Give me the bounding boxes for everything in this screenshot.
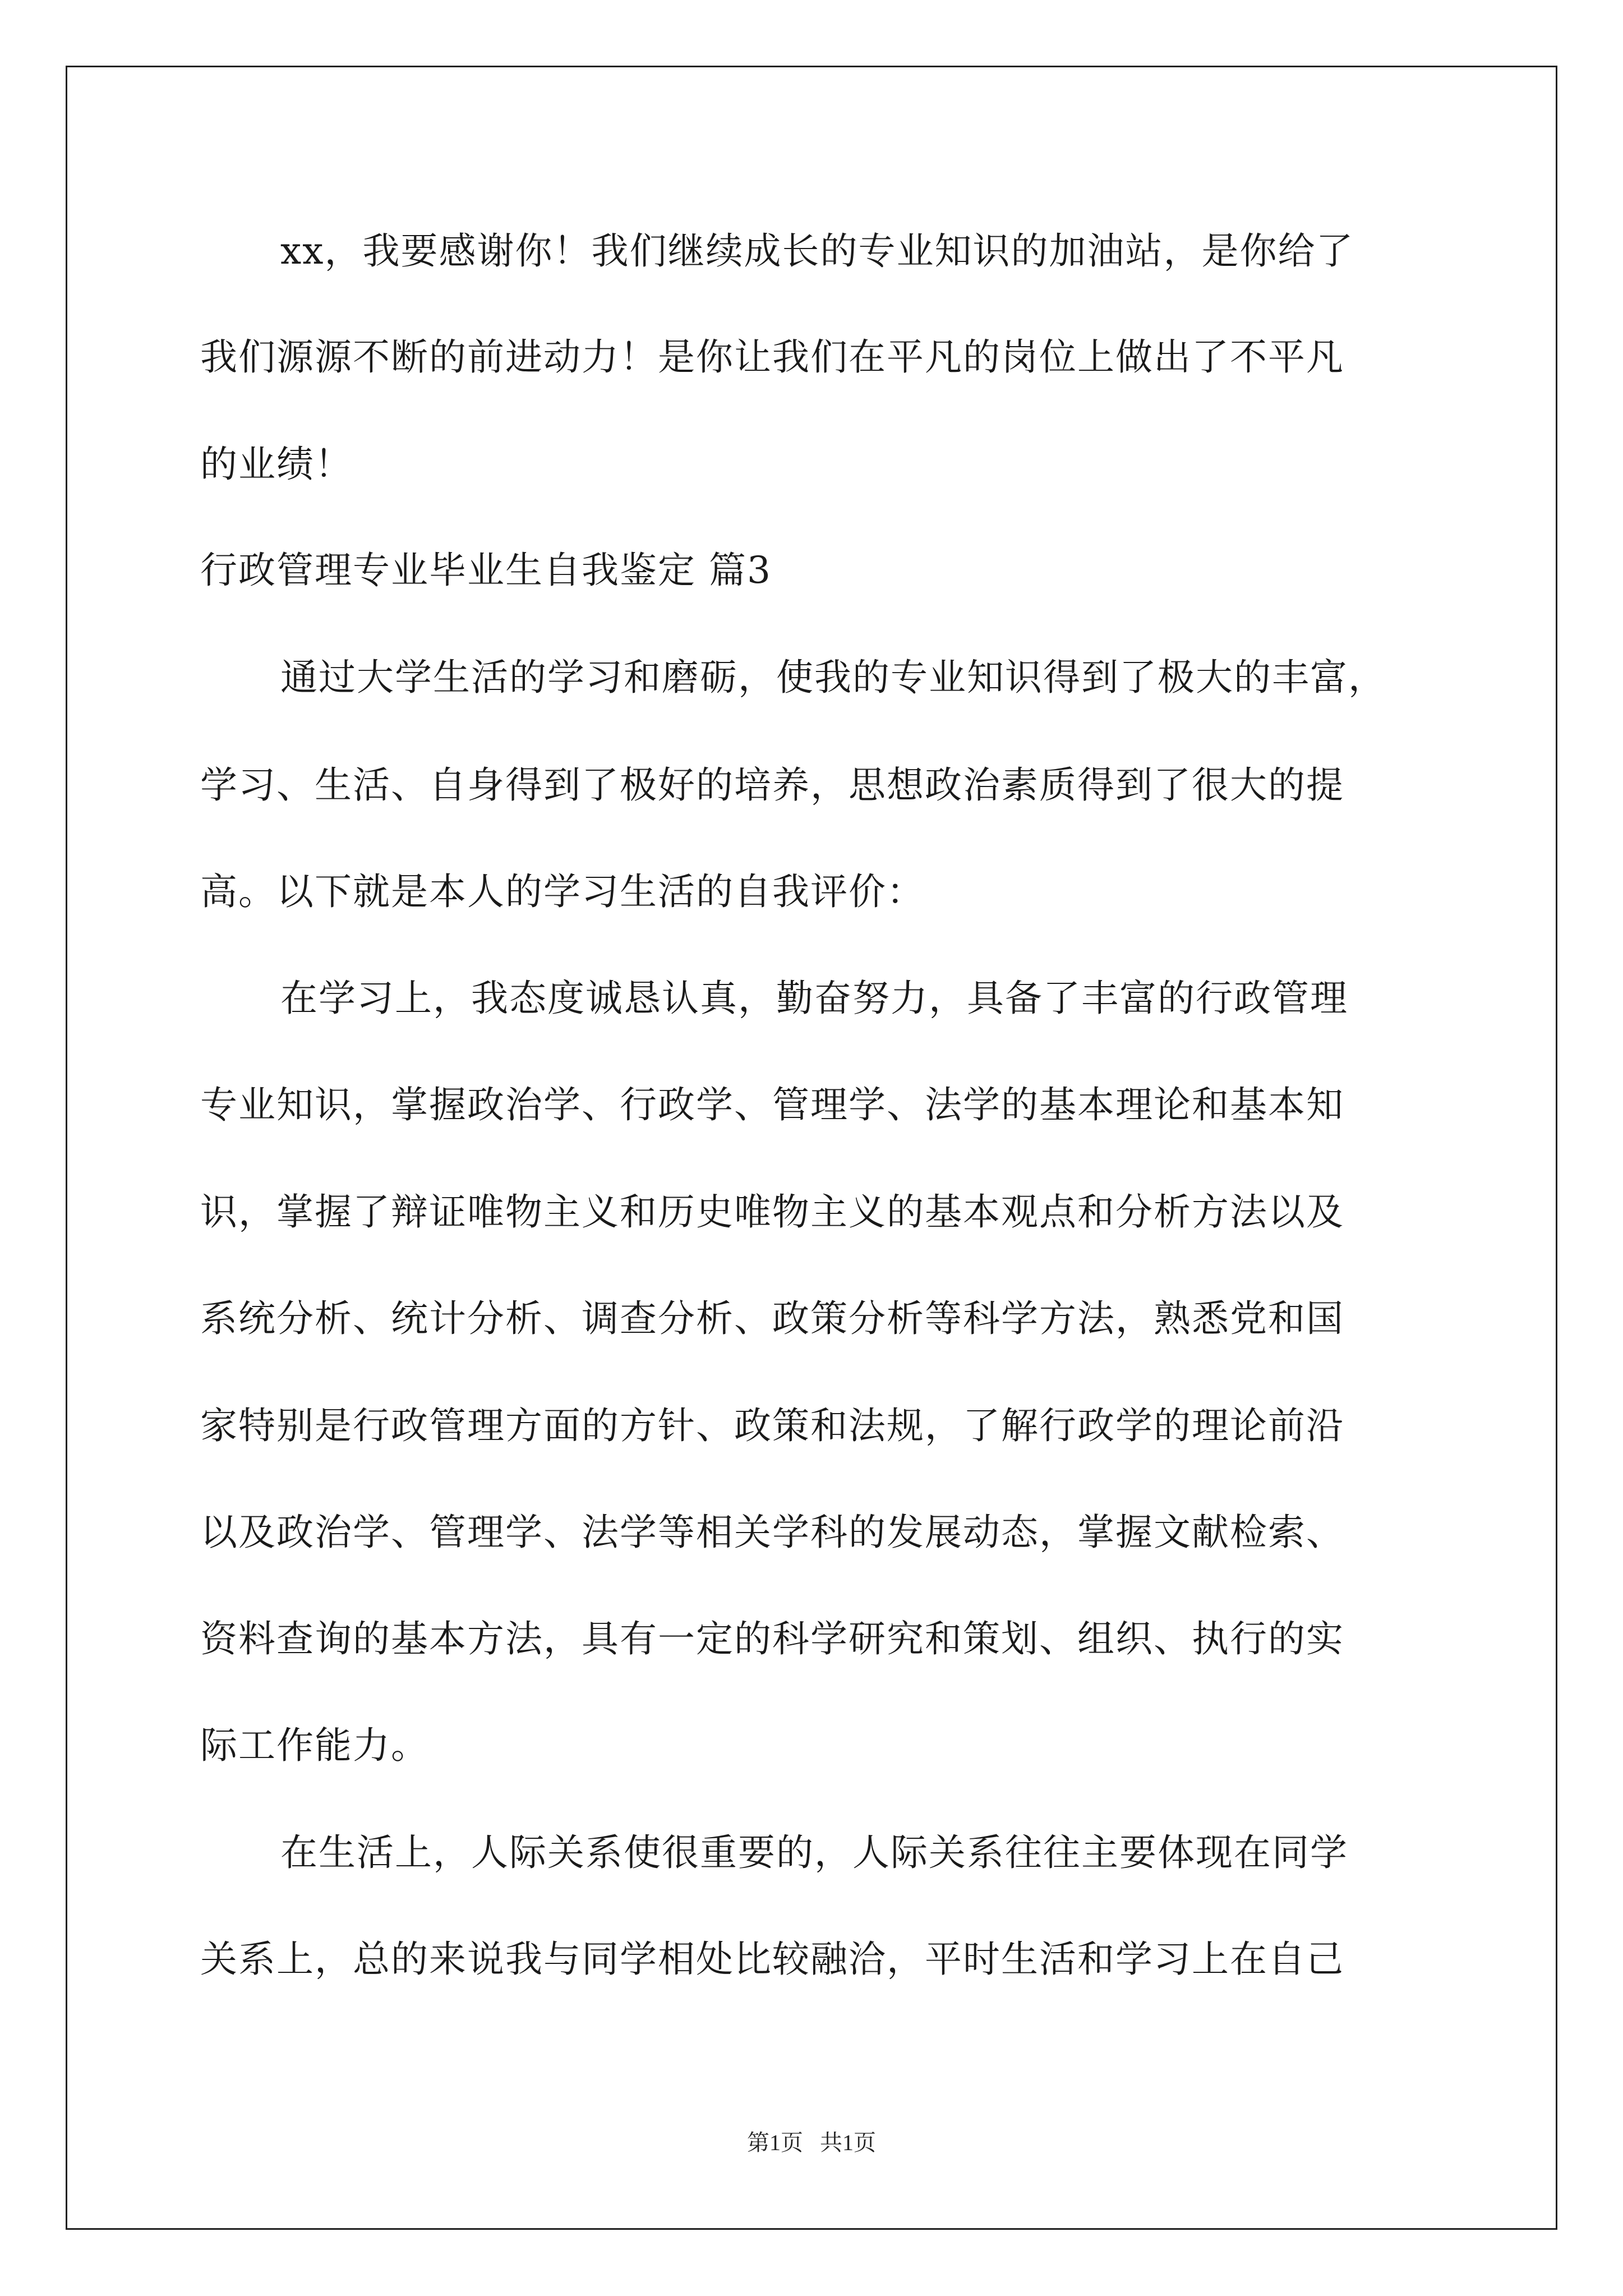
paragraph-2-line-1: 通过大学生活的学习和磨砺，使我的专业知识得到了极大的丰富， bbox=[280, 656, 1386, 699]
paragraph-3-line-5: 家特别是行政管理方面的方针、政策和法规，了解行政学的理论前沿 bbox=[200, 1404, 1344, 1447]
paragraph-4-line-2: 关系上，总的来说我与同学相处比较融洽，平时生活和学习上在自己 bbox=[200, 1938, 1344, 1981]
paragraph-3-line-8: 际工作能力。 bbox=[200, 1724, 429, 1767]
paragraph-1-line-1: xx，我要感谢你！我们继续成长的专业知识的加油站，是你给了 bbox=[280, 229, 1354, 273]
paragraph-1-line-3: 的业绩！ bbox=[200, 443, 353, 486]
paragraph-4-line-1: 在生活上，人际关系使很重要的，人际关系往往主要体现在同学 bbox=[280, 1831, 1348, 1874]
paragraph-3-line-4: 系统分析、统计分析、调查分析、政策分析等科学方法，熟悉党和国 bbox=[200, 1297, 1344, 1340]
paragraph-3-line-7: 资料查询的基本方法，具有一定的科学研究和策划、组织、执行的实 bbox=[200, 1617, 1344, 1660]
paragraph-3-line-2: 专业知识，掌握政治学、行政学、管理学、法学的基本理论和基本知 bbox=[200, 1083, 1344, 1126]
section-heading: 行政管理专业毕业生自我鉴定 篇3 bbox=[200, 549, 772, 592]
paragraph-1-line-2: 我们源源不断的前进动力！是你让我们在平凡的岗位上做出了不平凡 bbox=[200, 335, 1344, 379]
paragraph-3-line-3: 识，掌握了辩证唯物主义和历史唯物主义的基本观点和分析方法以及 bbox=[200, 1190, 1344, 1234]
page-border bbox=[66, 66, 1557, 2230]
paragraph-3-line-1: 在学习上，我态度诚恳认真，勤奋努力，具备了丰富的行政管理 bbox=[280, 977, 1348, 1020]
page-indicator: 第1页 共1页 bbox=[747, 2130, 876, 2155]
paragraph-3-line-6: 以及政治学、管理学、法学等相关学科的发展动态，掌握文献检索、 bbox=[200, 1511, 1344, 1554]
paragraph-2-line-3: 高。以下就是本人的学习生活的自我评价： bbox=[200, 870, 925, 913]
paragraph-2-line-2: 学习、生活、自身得到了极好的培养，思想政治素质得到了很大的提 bbox=[200, 763, 1344, 807]
